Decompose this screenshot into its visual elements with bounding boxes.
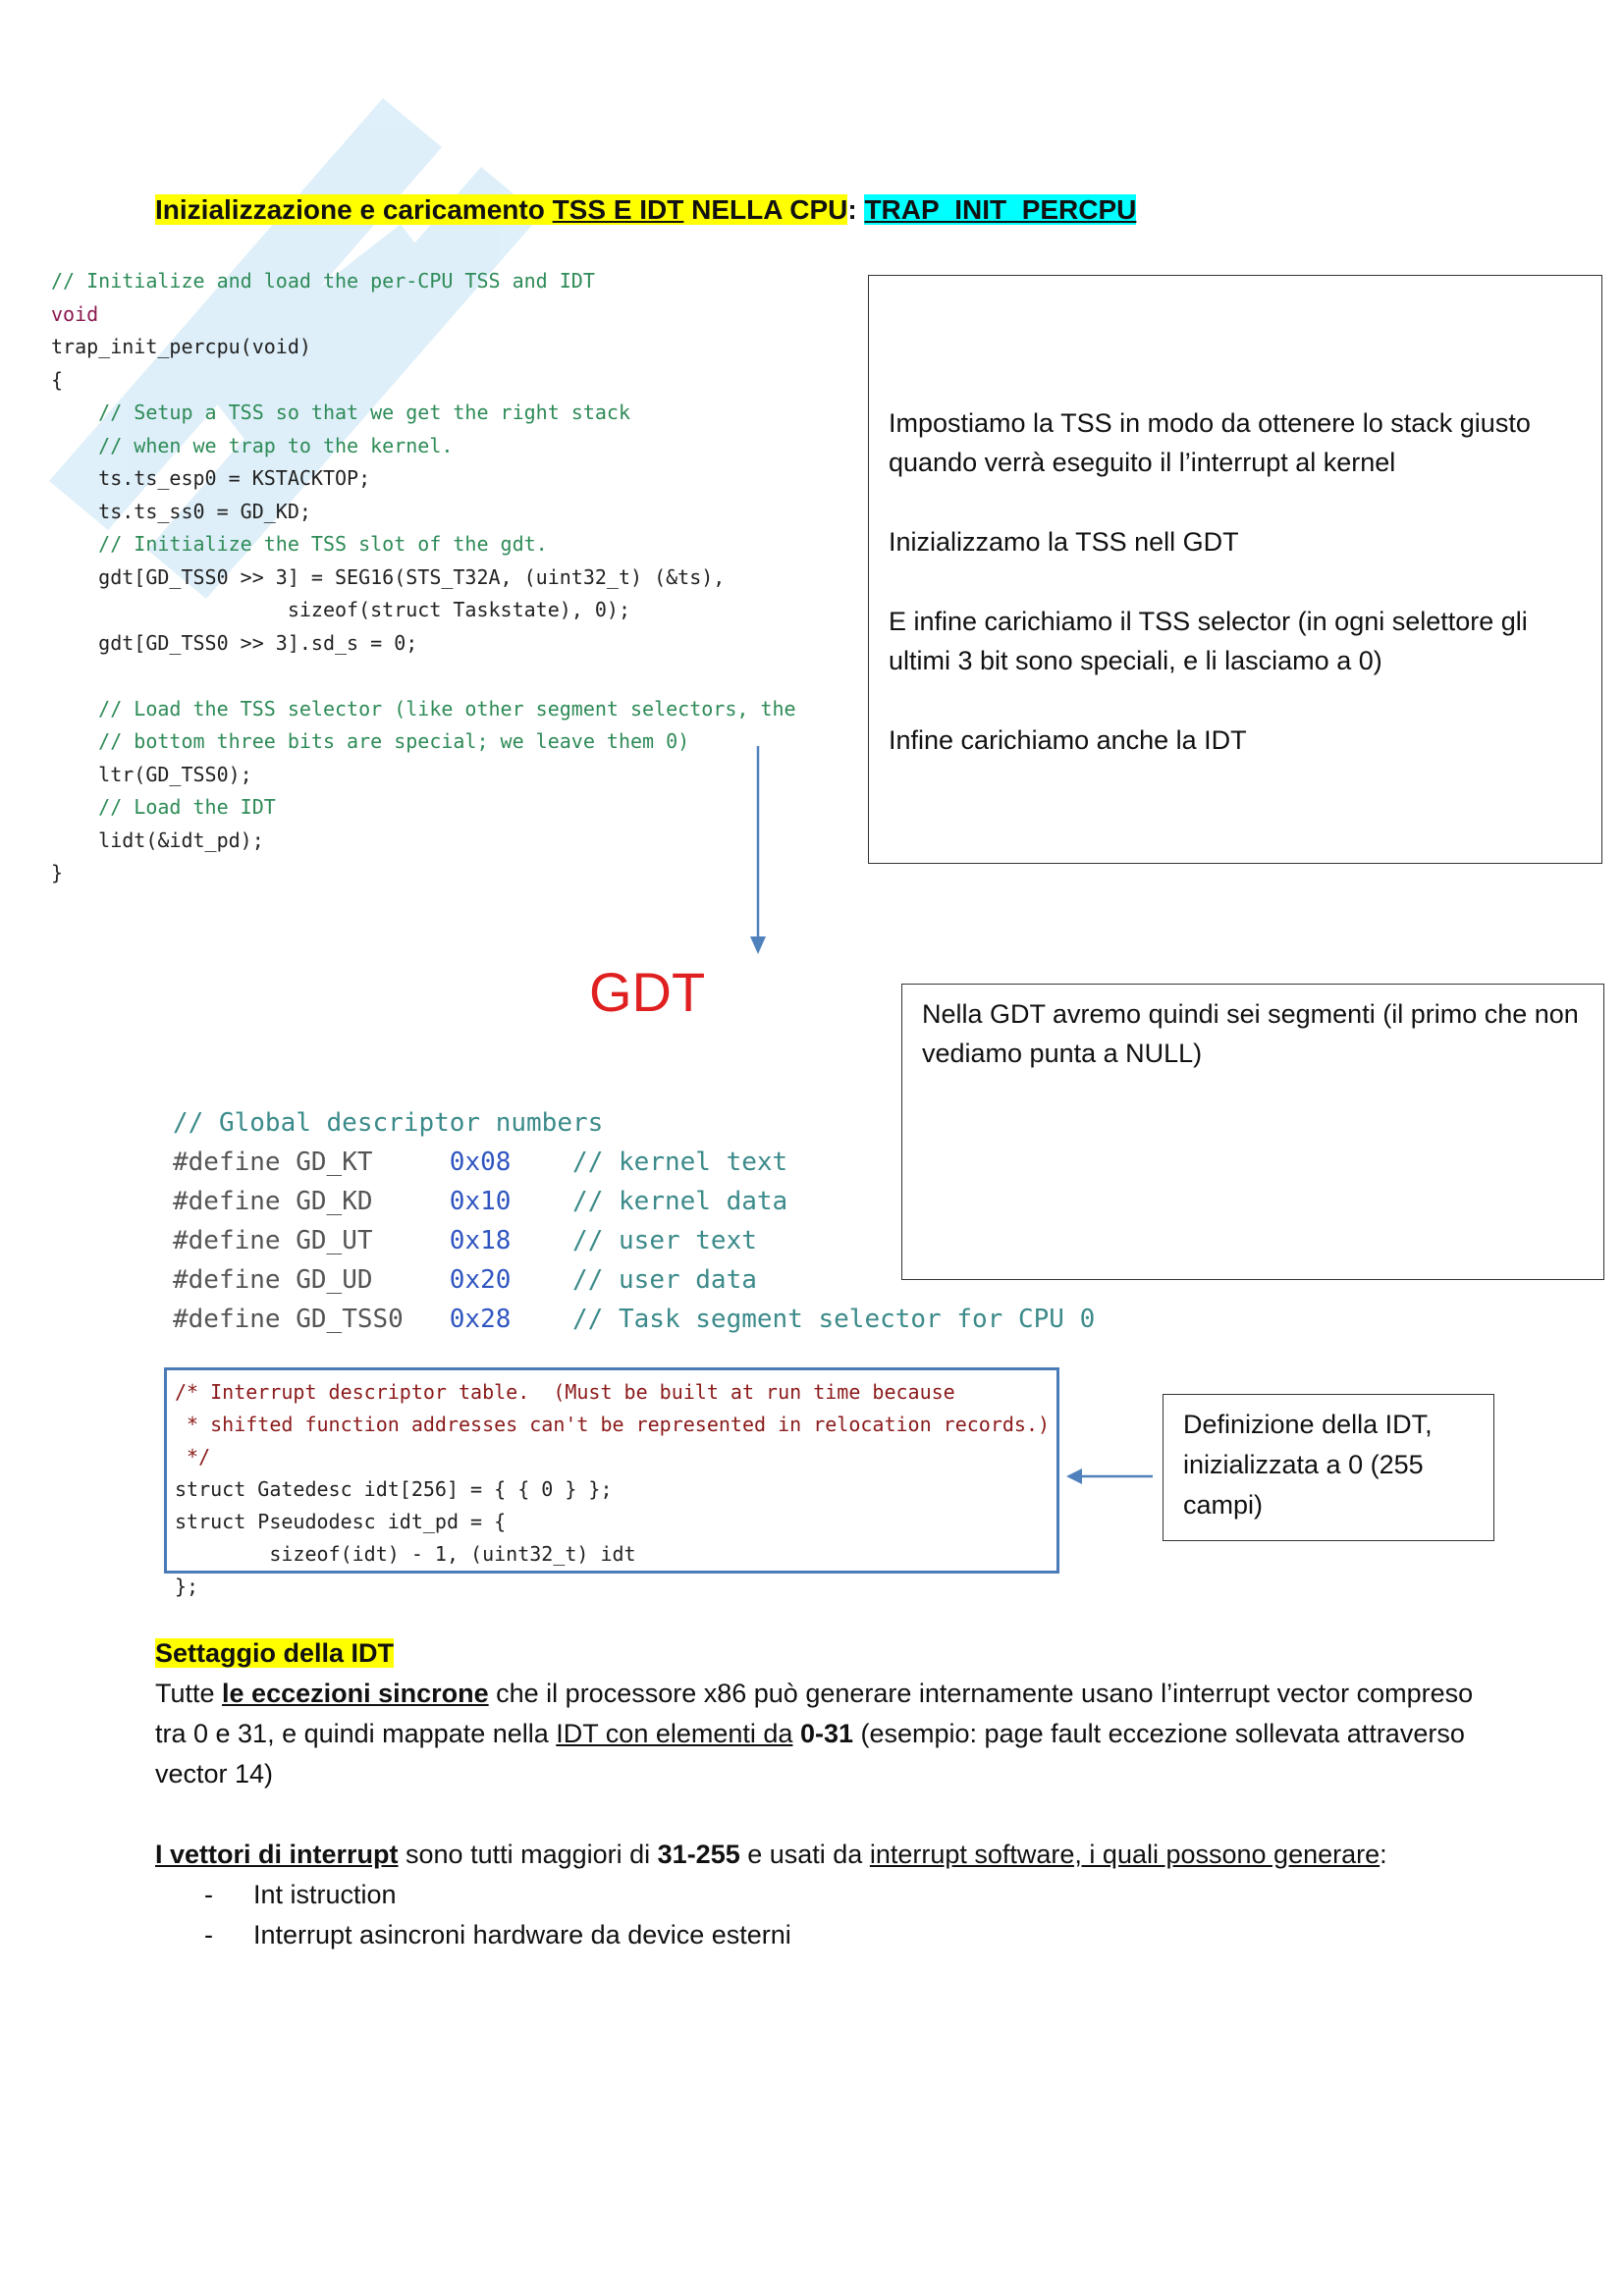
page-title: Inizializzazione e caricamento TSS E IDT NELLA CPU: TRAP_INIT_PERCPU [155,194,1137,225]
code-line: // Initialize and load the per-CPU TSS and IDT [51,269,595,293]
code-line: * shifted function addresses can't be represented in relocation records.) [175,1413,1051,1436]
code-line: // when we trap to the kernel. [51,433,454,457]
code-line: void [51,301,99,326]
section-heading: Settaggio della IDT [155,1638,395,1668]
arrow-left-icon [1066,1465,1155,1488]
explanation-p4: Infine carichiamo anche la IDT [889,725,1247,755]
code-line: // Initialize the TSS slot of the gdt. [51,532,548,556]
explanation-box [868,275,1602,864]
gdt-note-text: Nella GDT avremo quindi sei segmenti (il primo che non vediamo punta a NULL) [922,999,1579,1068]
arrow-down-icon [746,746,776,957]
list-item: - Int istruction [204,1880,397,1909]
idt-settings-section [155,1633,1510,1955]
code-line: ltr(GD_TSS0); [51,762,252,786]
idt-note-text: Definizione della IDT, inizializzata a 0 (255 campi) [1183,1410,1433,1520]
code-gdt-defines: // Global descriptor numbers #define GD_KT 0x08 // kernel text #define GD_KD 0x10 // kernel data #define GD_UT 0x18 // user text #define GD_UD 0x20 // user data #define GD_TSS0 0x28 // Task segment selector for CPU 0 [173,1108,1096,1334]
code-line: */ [175,1445,211,1468]
explanation-p2: Inizializzamo la TSS nell GDT [889,527,1239,557]
code-line: struct Pseudodesc idt_pd = { [175,1510,507,1533]
code-line: }; [175,1575,199,1598]
code-line: struct Gatedesc idt[256] = { { 0 } }; [175,1477,613,1501]
code-line: sizeof(idt) - 1, (uint32_t) idt [175,1542,636,1566]
code-line: gdt[GD_TSS0 >> 3].sd_s = 0; [51,630,418,655]
code-line: // Load the TSS selector (like other segment selectors, the [51,696,796,721]
code-trap-init-percpu [51,265,796,890]
code-line: ts.ts_ss0 = GD_KD; [51,499,311,523]
code-line: // bottom three bits are special; we leave them 0) [51,729,690,753]
idt-note-box [1163,1394,1494,1541]
list-item: - Interrupt asincroni hardware da device esterni [204,1920,791,1949]
code-line: sizeof(struct Taskstate), 0); [51,598,631,621]
code-line: } [51,861,64,884]
code-line: lidt(&idt_pd); [51,828,264,852]
code-line: // Setup a TSS so that we get the right stack [51,400,631,424]
code-line: gdt[GD_TSS0 >> 3] = SEG16(STS_T32A, (uint32_t) (&ts), [51,564,726,589]
code-line: { [51,367,64,392]
bullet-list [155,1875,1510,1955]
code-line: // Global descriptor numbers [173,1108,604,1138]
code-idt-definition [175,1376,1050,1603]
code-line: trap_init_percpu(void) [51,335,311,358]
code-line: // Load the IDT [51,795,276,819]
section-paragraph-1: Tutte le eccezioni sincrone che il processore x86 può generare internamente usano l’interrupt vector compreso tra 0 e 31, e quindi mappate nella IDT con elementi da 0-31 (esempio: page fault eccezione sollevata attraverso vector 14) [155,1679,1474,1789]
gdt-label: GDT [589,961,706,1023]
explanation-p1: Impostiamo la TSS in modo da ottenere lo stack giusto quando verrà eseguito il l’interrupt al kernel [889,408,1531,477]
code-line: ts.ts_esp0 = KSTACKTOP; [51,466,371,490]
code-line: /* Interrupt descriptor table. (Must be built at run time because [175,1380,955,1404]
explanation-p3: E infine carichiamo il TSS selector (in ogni selettore gli ultimi 3 bit sono speciali, e li lasciamo a 0) [889,607,1528,675]
section-paragraph-2: I vettori di interrupt sono tutti maggiori di 31-255 e usati da interrupt software, i quali possono generare: [155,1840,1387,1869]
